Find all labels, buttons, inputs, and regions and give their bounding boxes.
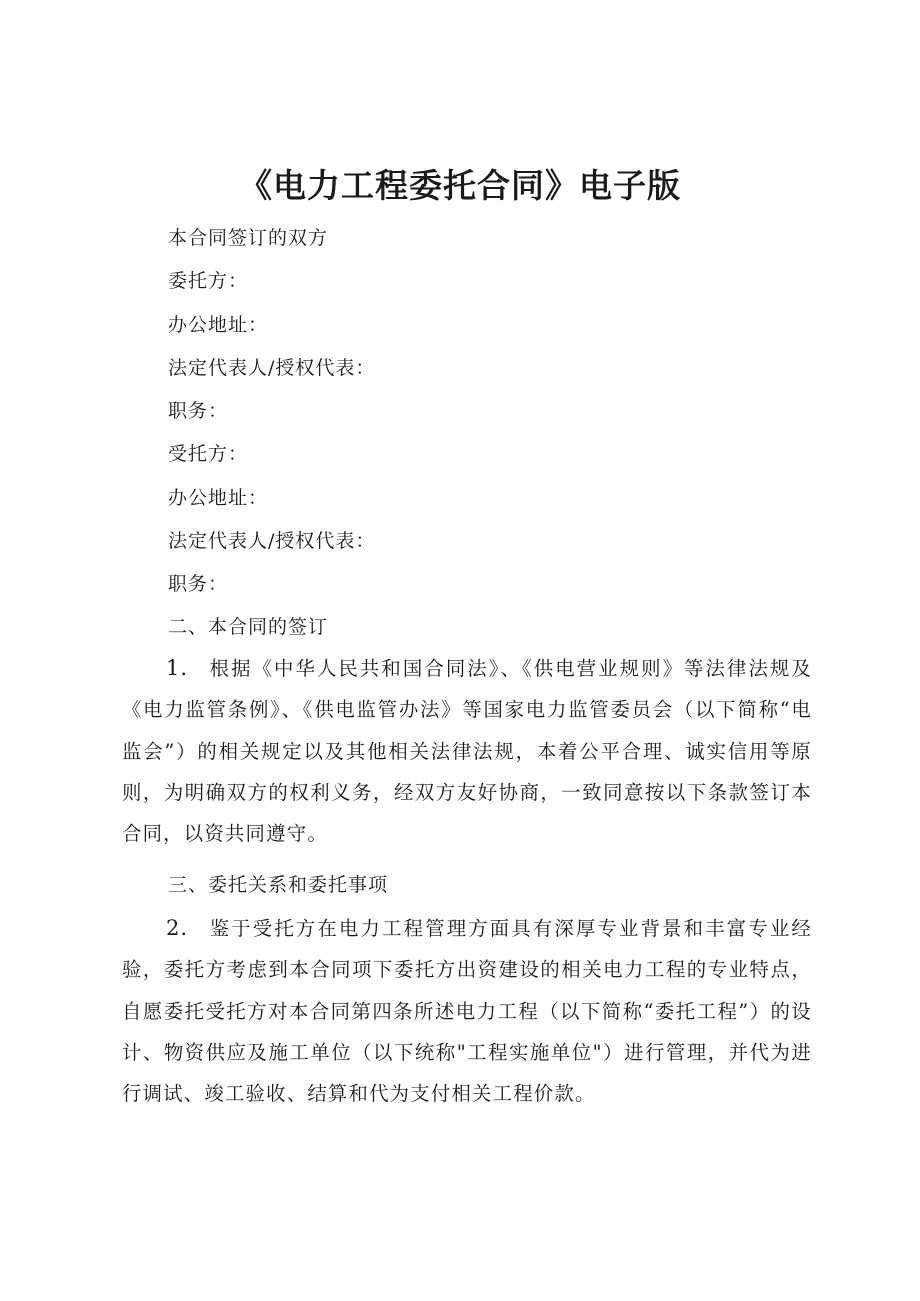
trustee-label: 受托方：	[168, 443, 249, 466]
section-2-paragraph	[122, 648, 812, 854]
principal-address-label: 办公地址：	[168, 313, 269, 336]
section-3-paragraph	[122, 908, 812, 1114]
section-2-heading: 二、本合同的签订	[168, 616, 329, 638]
trustee-position-label: 职务：	[168, 573, 229, 596]
clause-number: 1．	[166, 656, 203, 680]
document-title: 《电力工程委托合同》电子版	[239, 166, 681, 205]
trustee-representative-label: 法定代表人/授权代表：	[168, 530, 376, 553]
principal-label: 委托方：	[168, 270, 249, 293]
clause-text: 根据《中华人民共和国合同法》、《供电营业规则》等法律法规及《电力监管条例》、《供电监管办法》等国家电力监管委员会（以下简称“电监会”）的相关规定以及其他相关法律法规，本着公平合理、诚实信用等原则，为明确双方的权利义务，经双方友好协商，一致同意按以下条款签订本合同，以资共同遵守。	[122, 657, 812, 846]
parties-intro: 本合同签订的双方	[168, 227, 329, 249]
clause-text: 鉴于受托方在电力工程管理方面具有深厚专业背景和丰富专业经验，委托方考虑到本合同项下委托方出资建设的相关电力工程的专业特点，自愿委托受托方对本合同第四条所述电力工程（以下简称“委托工程”）的设计、物资供应及施工单位（以下统称"工程实施单位"）进行管理，并代为进行调试、竣工验收、结算和代为支付相关工程价款。	[122, 917, 812, 1106]
party-fields	[168, 217, 828, 607]
principal-representative-label: 法定代表人/授权代表：	[168, 356, 376, 379]
principal-position-label: 职务：	[168, 400, 229, 423]
trustee-address-label: 办公地址：	[168, 486, 269, 509]
clause-number: 2．	[166, 916, 203, 940]
section-3-heading: 三、委托关系和委托事项	[168, 874, 389, 896]
